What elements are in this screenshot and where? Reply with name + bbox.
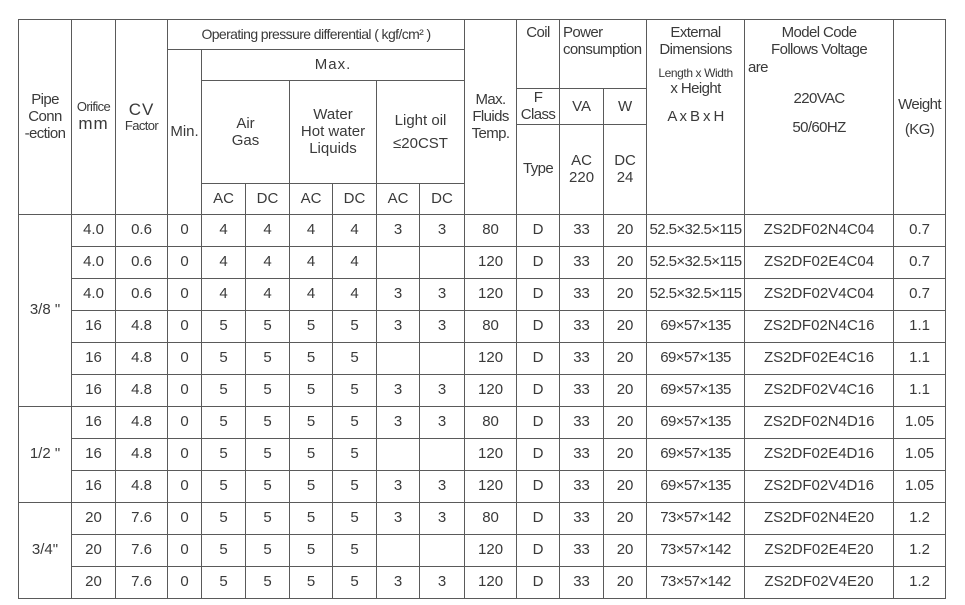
header-power-consumption bbox=[560, 20, 647, 89]
header-dc24 bbox=[604, 124, 647, 214]
water-ac-cell: 4 bbox=[290, 246, 333, 278]
oil-dc-cell: 3 bbox=[420, 374, 465, 406]
model-cell: ZS2DF02E4C04 bbox=[745, 246, 894, 278]
header-water bbox=[290, 81, 377, 184]
header-text: Length x Width bbox=[658, 65, 733, 80]
min-cell: 0 bbox=[168, 438, 202, 470]
header-text: Follows Voltage bbox=[771, 41, 868, 59]
table-row bbox=[19, 278, 946, 310]
cv-cell: 7.6 bbox=[116, 534, 168, 566]
air-dc-cell: 5 bbox=[246, 534, 290, 566]
air-dc-cell: 4 bbox=[246, 278, 290, 310]
oil-dc-cell: 3 bbox=[420, 566, 465, 598]
header-text: F bbox=[533, 89, 543, 106]
table-row bbox=[19, 374, 946, 406]
w-cell: 20 bbox=[604, 214, 647, 246]
header-text: are bbox=[748, 58, 768, 76]
water-ac-cell: 5 bbox=[290, 374, 333, 406]
w-cell: 20 bbox=[604, 502, 647, 534]
header-text: Gas bbox=[231, 131, 260, 149]
air-dc-cell: 5 bbox=[246, 502, 290, 534]
coil-cell: D bbox=[517, 310, 560, 342]
table-row bbox=[19, 342, 946, 374]
va-cell: 33 bbox=[560, 534, 604, 566]
va-cell: 33 bbox=[560, 406, 604, 438]
air-dc-cell: 5 bbox=[246, 406, 290, 438]
weight-cell: 1.1 bbox=[894, 342, 946, 374]
header-text: Pipe bbox=[31, 90, 59, 108]
table-header bbox=[19, 20, 946, 215]
air-dc-cell: 5 bbox=[246, 310, 290, 342]
water-ac-cell: 5 bbox=[290, 566, 333, 598]
temp-cell: 120 bbox=[465, 278, 517, 310]
dims-cell: 73×57×142 bbox=[647, 502, 745, 534]
oil-ac-cell: 3 bbox=[377, 214, 420, 246]
air-ac-cell: 4 bbox=[202, 278, 246, 310]
cv-cell: 7.6 bbox=[116, 566, 168, 598]
temp-cell: 80 bbox=[465, 214, 517, 246]
temp-cell: 120 bbox=[465, 342, 517, 374]
model-cell: ZS2DF02V4D16 bbox=[745, 470, 894, 502]
orifice-cell: 16 bbox=[72, 374, 116, 406]
header-text: mm bbox=[78, 114, 109, 134]
header-light-oil bbox=[377, 81, 465, 184]
air-dc-cell: 5 bbox=[246, 342, 290, 374]
min-cell: 0 bbox=[168, 278, 202, 310]
min-cell: 0 bbox=[168, 310, 202, 342]
header-text: DC bbox=[614, 151, 636, 169]
oil-dc-cell: 3 bbox=[420, 214, 465, 246]
temp-cell: 80 bbox=[465, 502, 517, 534]
model-cell: ZS2DF02E4E20 bbox=[745, 534, 894, 566]
header-operating-pressure: Operating pressure differential ( kgf/cm² ) bbox=[168, 20, 465, 50]
orifice-cell: 20 bbox=[72, 502, 116, 534]
dims-cell: 52.5×32.5×115 bbox=[647, 214, 745, 246]
air-dc-cell: 4 bbox=[246, 246, 290, 278]
model-cell: ZS2DF02E4C16 bbox=[745, 342, 894, 374]
air-ac-cell: 5 bbox=[202, 406, 246, 438]
dims-cell: 69×57×135 bbox=[647, 470, 745, 502]
header-weight bbox=[894, 20, 946, 215]
water-ac-cell: 5 bbox=[290, 438, 333, 470]
water-dc-cell: 5 bbox=[333, 406, 377, 438]
header-text: A x B x H bbox=[667, 107, 724, 125]
dims-cell: 73×57×142 bbox=[647, 566, 745, 598]
orifice-cell: 4.0 bbox=[72, 246, 116, 278]
weight-cell: 1.2 bbox=[894, 534, 946, 566]
model-cell: ZS2DF02N4D16 bbox=[745, 406, 894, 438]
coil-cell: D bbox=[517, 214, 560, 246]
oil-ac-cell: 3 bbox=[377, 278, 420, 310]
header-text: AC bbox=[571, 151, 592, 169]
va-cell: 33 bbox=[560, 502, 604, 534]
min-cell: 0 bbox=[168, 566, 202, 598]
weight-cell: 1.05 bbox=[894, 470, 946, 502]
water-dc-cell: 4 bbox=[333, 246, 377, 278]
header-pipe-connection bbox=[19, 20, 72, 215]
w-cell: 20 bbox=[604, 374, 647, 406]
table-row bbox=[19, 566, 946, 598]
weight-cell: 1.1 bbox=[894, 374, 946, 406]
water-ac-cell: 4 bbox=[290, 278, 333, 310]
va-cell: 33 bbox=[560, 310, 604, 342]
water-ac-cell: 5 bbox=[290, 470, 333, 502]
model-cell: ZS2DF02V4C04 bbox=[745, 278, 894, 310]
table-row bbox=[19, 246, 946, 278]
header-text: Orifice bbox=[76, 98, 111, 114]
cv-cell: 0.6 bbox=[116, 214, 168, 246]
weight-cell: 1.05 bbox=[894, 438, 946, 470]
header-text: Model Code bbox=[781, 24, 857, 41]
header-max: Max. bbox=[202, 50, 465, 81]
table-row bbox=[19, 214, 946, 246]
header-text: External bbox=[670, 24, 721, 41]
oil-dc-cell bbox=[420, 534, 465, 566]
header-text: consumption bbox=[563, 41, 642, 59]
model-cell: ZS2DF02V4C16 bbox=[745, 374, 894, 406]
weight-cell: 1.2 bbox=[894, 502, 946, 534]
coil-cell: D bbox=[517, 246, 560, 278]
water-dc-cell: 5 bbox=[333, 566, 377, 598]
air-ac-cell: 5 bbox=[202, 310, 246, 342]
header-min: Min. bbox=[168, 50, 202, 215]
header-air-gas bbox=[202, 81, 290, 184]
header-text: 220VAC bbox=[793, 89, 845, 107]
air-dc-cell: 4 bbox=[246, 214, 290, 246]
dims-cell: 52.5×32.5×115 bbox=[647, 278, 745, 310]
min-cell: 0 bbox=[168, 534, 202, 566]
temp-cell: 120 bbox=[465, 374, 517, 406]
water-dc-cell: 5 bbox=[333, 470, 377, 502]
table-row bbox=[19, 438, 946, 470]
table-row bbox=[19, 502, 946, 534]
w-cell: 20 bbox=[604, 278, 647, 310]
pipe-connection-cell: 1/2 " bbox=[19, 406, 72, 502]
table-row bbox=[19, 310, 946, 342]
orifice-cell: 16 bbox=[72, 310, 116, 342]
orifice-cell: 20 bbox=[72, 534, 116, 566]
cv-cell: 4.8 bbox=[116, 470, 168, 502]
oil-ac-cell bbox=[377, 246, 420, 278]
orifice-cell: 16 bbox=[72, 470, 116, 502]
header-external-dimensions bbox=[647, 20, 745, 215]
header-text: Liquids bbox=[309, 140, 357, 158]
coil-cell: D bbox=[517, 534, 560, 566]
header-text: Dimensions bbox=[659, 41, 732, 59]
air-ac-cell: 4 bbox=[202, 214, 246, 246]
dims-cell: 69×57×135 bbox=[647, 438, 745, 470]
dims-cell: 69×57×135 bbox=[647, 406, 745, 438]
header-text: 220 bbox=[569, 169, 595, 186]
header-text: Temp. bbox=[471, 125, 510, 143]
header-w: W bbox=[604, 89, 647, 125]
orifice-cell: 4.0 bbox=[72, 214, 116, 246]
oil-ac-cell: 3 bbox=[377, 566, 420, 598]
water-ac-cell: 5 bbox=[290, 534, 333, 566]
va-cell: 33 bbox=[560, 374, 604, 406]
model-cell: ZS2DF02E4D16 bbox=[745, 438, 894, 470]
w-cell: 20 bbox=[604, 534, 647, 566]
water-dc-cell: 5 bbox=[333, 374, 377, 406]
model-cell: ZS2DF02N4C04 bbox=[745, 214, 894, 246]
oil-dc-cell: 3 bbox=[420, 278, 465, 310]
header-ac220 bbox=[560, 124, 604, 214]
header-text: Air bbox=[236, 114, 255, 132]
min-cell: 0 bbox=[168, 214, 202, 246]
header-text: Weight bbox=[898, 95, 941, 113]
coil-cell: D bbox=[517, 278, 560, 310]
dims-cell: 52.5×32.5×115 bbox=[647, 246, 745, 278]
water-ac-cell: 5 bbox=[290, 310, 333, 342]
orifice-cell: 16 bbox=[72, 438, 116, 470]
oil-dc-cell: 3 bbox=[420, 470, 465, 502]
orifice-cell: 20 bbox=[72, 566, 116, 598]
va-cell: 33 bbox=[560, 214, 604, 246]
air-ac-cell: 5 bbox=[202, 566, 246, 598]
oil-dc-cell: 3 bbox=[420, 502, 465, 534]
header-model-code bbox=[745, 20, 894, 215]
cv-cell: 4.8 bbox=[116, 374, 168, 406]
air-ac-cell: 5 bbox=[202, 534, 246, 566]
w-cell: 20 bbox=[604, 566, 647, 598]
oil-dc-cell bbox=[420, 342, 465, 374]
water-ac-cell: 5 bbox=[290, 406, 333, 438]
header-water-ac: AC bbox=[290, 183, 333, 214]
w-cell: 20 bbox=[604, 470, 647, 502]
temp-cell: 80 bbox=[465, 310, 517, 342]
header-air-dc: DC bbox=[246, 183, 290, 214]
min-cell: 0 bbox=[168, 502, 202, 534]
water-ac-cell: 5 bbox=[290, 502, 333, 534]
weight-cell: 0.7 bbox=[894, 214, 946, 246]
header-oil-ac: AC bbox=[377, 183, 420, 214]
weight-cell: 1.2 bbox=[894, 566, 946, 598]
model-cell: ZS2DF02V4E20 bbox=[745, 566, 894, 598]
min-cell: 0 bbox=[168, 246, 202, 278]
air-ac-cell: 5 bbox=[202, 470, 246, 502]
header-text: Conn bbox=[28, 108, 62, 126]
w-cell: 20 bbox=[604, 246, 647, 278]
coil-cell: D bbox=[517, 342, 560, 374]
oil-ac-cell: 3 bbox=[377, 374, 420, 406]
oil-ac-cell bbox=[377, 534, 420, 566]
oil-ac-cell bbox=[377, 438, 420, 470]
oil-ac-cell: 3 bbox=[377, 502, 420, 534]
header-text: x Height bbox=[670, 80, 721, 98]
cv-cell: 4.8 bbox=[116, 310, 168, 342]
header-text: Class bbox=[520, 106, 556, 124]
temp-cell: 120 bbox=[465, 438, 517, 470]
dims-cell: 69×57×135 bbox=[647, 310, 745, 342]
oil-ac-cell: 3 bbox=[377, 406, 420, 438]
oil-ac-cell bbox=[377, 342, 420, 374]
min-cell: 0 bbox=[168, 406, 202, 438]
table-row bbox=[19, 406, 946, 438]
dims-cell: 73×57×142 bbox=[647, 534, 745, 566]
header-oil-dc: DC bbox=[420, 183, 465, 214]
oil-ac-cell: 3 bbox=[377, 310, 420, 342]
coil-cell: D bbox=[517, 470, 560, 502]
coil-cell: D bbox=[517, 374, 560, 406]
water-dc-cell: 4 bbox=[333, 214, 377, 246]
header-f-class bbox=[517, 89, 560, 125]
model-cell: ZS2DF02N4C16 bbox=[745, 310, 894, 342]
header-text: -ection bbox=[24, 125, 66, 143]
model-cell: ZS2DF02N4E20 bbox=[745, 502, 894, 534]
va-cell: 33 bbox=[560, 246, 604, 278]
cv-cell: 4.8 bbox=[116, 406, 168, 438]
header-text: 50/60HZ bbox=[792, 119, 846, 136]
header-text: Fluids bbox=[472, 108, 509, 126]
header-text: Factor bbox=[124, 118, 159, 134]
va-cell: 33 bbox=[560, 278, 604, 310]
va-cell: 33 bbox=[560, 470, 604, 502]
water-dc-cell: 5 bbox=[333, 438, 377, 470]
dims-cell: 69×57×135 bbox=[647, 374, 745, 406]
oil-dc-cell bbox=[420, 438, 465, 470]
w-cell: 20 bbox=[604, 406, 647, 438]
header-text: 24 bbox=[616, 169, 634, 186]
va-cell: 33 bbox=[560, 438, 604, 470]
specification-table bbox=[18, 19, 946, 599]
water-dc-cell: 5 bbox=[333, 342, 377, 374]
weight-cell: 1.05 bbox=[894, 406, 946, 438]
va-cell: 33 bbox=[560, 342, 604, 374]
header-type: Type bbox=[517, 124, 560, 214]
cv-cell: 4.8 bbox=[116, 438, 168, 470]
air-dc-cell: 5 bbox=[246, 470, 290, 502]
header-coil: Coil bbox=[517, 20, 560, 89]
cv-cell: 4.8 bbox=[116, 342, 168, 374]
oil-dc-cell: 3 bbox=[420, 310, 465, 342]
air-ac-cell: 5 bbox=[202, 374, 246, 406]
cv-cell: 0.6 bbox=[116, 278, 168, 310]
temp-cell: 120 bbox=[465, 470, 517, 502]
header-text: (KG) bbox=[904, 120, 935, 138]
va-cell: 33 bbox=[560, 566, 604, 598]
cv-cell: 7.6 bbox=[116, 502, 168, 534]
temp-cell: 120 bbox=[465, 566, 517, 598]
dims-cell: 69×57×135 bbox=[647, 342, 745, 374]
header-va: VA bbox=[560, 89, 604, 125]
temp-cell: 120 bbox=[465, 246, 517, 278]
weight-cell: 0.7 bbox=[894, 246, 946, 278]
coil-cell: D bbox=[517, 566, 560, 598]
w-cell: 20 bbox=[604, 310, 647, 342]
air-dc-cell: 5 bbox=[246, 438, 290, 470]
table-row bbox=[19, 534, 946, 566]
water-dc-cell: 5 bbox=[333, 534, 377, 566]
header-text: Hot water bbox=[300, 123, 366, 141]
coil-cell: D bbox=[517, 502, 560, 534]
orifice-cell: 4.0 bbox=[72, 278, 116, 310]
header-text: Power bbox=[563, 24, 603, 41]
air-ac-cell: 5 bbox=[202, 342, 246, 374]
min-cell: 0 bbox=[168, 374, 202, 406]
header-text: Light oil bbox=[394, 111, 447, 129]
header-text: Water bbox=[313, 105, 353, 123]
cv-cell: 0.6 bbox=[116, 246, 168, 278]
header-air-ac: AC bbox=[202, 183, 246, 214]
temp-cell: 120 bbox=[465, 534, 517, 566]
temp-cell: 80 bbox=[465, 406, 517, 438]
water-dc-cell: 5 bbox=[333, 310, 377, 342]
header-text: ≤20CST bbox=[393, 134, 448, 152]
table-row bbox=[19, 470, 946, 502]
air-ac-cell: 4 bbox=[202, 246, 246, 278]
orifice-cell: 16 bbox=[72, 342, 116, 374]
min-cell: 0 bbox=[168, 342, 202, 374]
oil-ac-cell: 3 bbox=[377, 470, 420, 502]
weight-cell: 0.7 bbox=[894, 278, 946, 310]
header-max-fluids-temp bbox=[465, 20, 517, 215]
header-text: Max. bbox=[475, 90, 506, 108]
coil-cell: D bbox=[517, 438, 560, 470]
header-cv-factor bbox=[116, 20, 168, 215]
orifice-cell: 16 bbox=[72, 406, 116, 438]
oil-dc-cell: 3 bbox=[420, 406, 465, 438]
w-cell: 20 bbox=[604, 438, 647, 470]
water-ac-cell: 5 bbox=[290, 342, 333, 374]
pipe-connection-cell: 3/8 " bbox=[19, 214, 72, 406]
air-dc-cell: 5 bbox=[246, 374, 290, 406]
min-cell: 0 bbox=[168, 470, 202, 502]
pipe-connection-cell: 3/4" bbox=[19, 502, 72, 598]
header-text: CV bbox=[128, 99, 155, 119]
oil-dc-cell bbox=[420, 246, 465, 278]
table-body bbox=[19, 214, 946, 598]
water-dc-cell: 4 bbox=[333, 278, 377, 310]
w-cell: 20 bbox=[604, 342, 647, 374]
air-ac-cell: 5 bbox=[202, 438, 246, 470]
air-dc-cell: 5 bbox=[246, 566, 290, 598]
air-ac-cell: 5 bbox=[202, 502, 246, 534]
weight-cell: 1.1 bbox=[894, 310, 946, 342]
header-orifice bbox=[72, 20, 116, 215]
water-ac-cell: 4 bbox=[290, 214, 333, 246]
water-dc-cell: 5 bbox=[333, 502, 377, 534]
header-water-dc: DC bbox=[333, 183, 377, 214]
coil-cell: D bbox=[517, 406, 560, 438]
